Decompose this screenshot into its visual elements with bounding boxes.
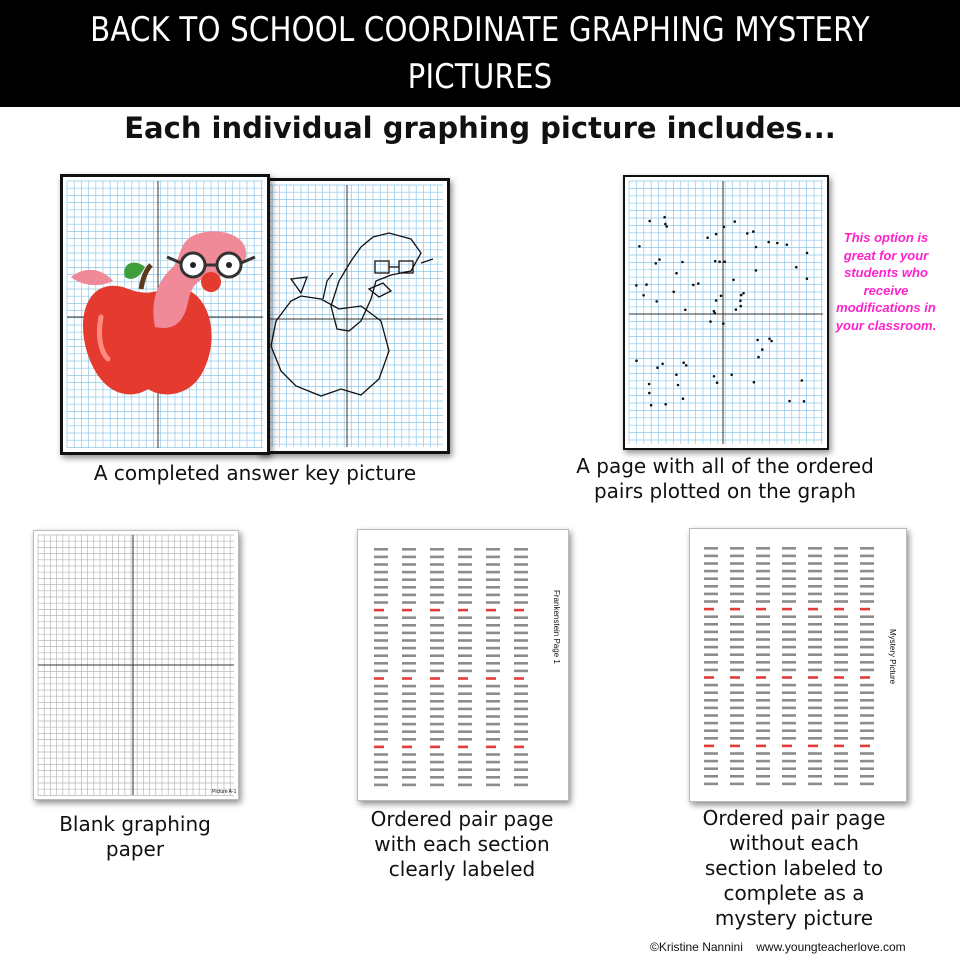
answer-key-caption: A completed answer key picture: [93, 461, 417, 485]
plotted-points-picture: [625, 177, 827, 448]
mystery-ordered-pairs-card: [689, 528, 907, 802]
blank-graph-paper-card: [33, 530, 239, 800]
blank-graph-paper: [34, 531, 238, 799]
copyright-text: ©Kristine Nannini: [650, 940, 743, 954]
mystery-ordered-pairs-page: [690, 529, 906, 801]
footer: [650, 940, 956, 954]
title-banner: [0, 0, 960, 107]
labeled-ordered-pairs-card: [357, 529, 569, 801]
blank-paper-footer-label: Picture A-1: [212, 789, 237, 795]
page-title: BACK TO SCHOOL COORDINATE GRAPHING MYSTERY PICTURES: [90, 9, 870, 97]
modifications-note: This option is great for your students who receive modifications in your classroom.: [835, 230, 937, 333]
answer-key-picture: [63, 177, 267, 452]
frankenstein-page-label: Frankenstein Page 1: [552, 590, 561, 664]
website-link[interactable]: www.youngteacherlove.com: [756, 940, 906, 954]
subtitle: Each individual graphing picture includes...: [124, 111, 836, 145]
plotted-points-picture-card: [623, 175, 829, 450]
line-drawing-picture-card: [258, 178, 450, 454]
labeled-ordered-pairs-page: [358, 530, 568, 800]
labeled-ordered-pairs-caption: Ordered pair page with each section clearly labeled: [370, 807, 554, 881]
line-drawing-picture: [261, 181, 447, 451]
plotted-points-caption: A page with all of the ordered pairs plotted on the graph: [576, 454, 874, 503]
answer-key-picture-card: [60, 174, 270, 455]
mystery-ordered-pairs-caption: Ordered pair page without each section labeled to complete as a mystery picture: [702, 806, 886, 930]
blank-paper-caption: Blank graphing paper: [59, 812, 211, 861]
mystery-picture-label: Mystery Picture: [888, 629, 897, 685]
